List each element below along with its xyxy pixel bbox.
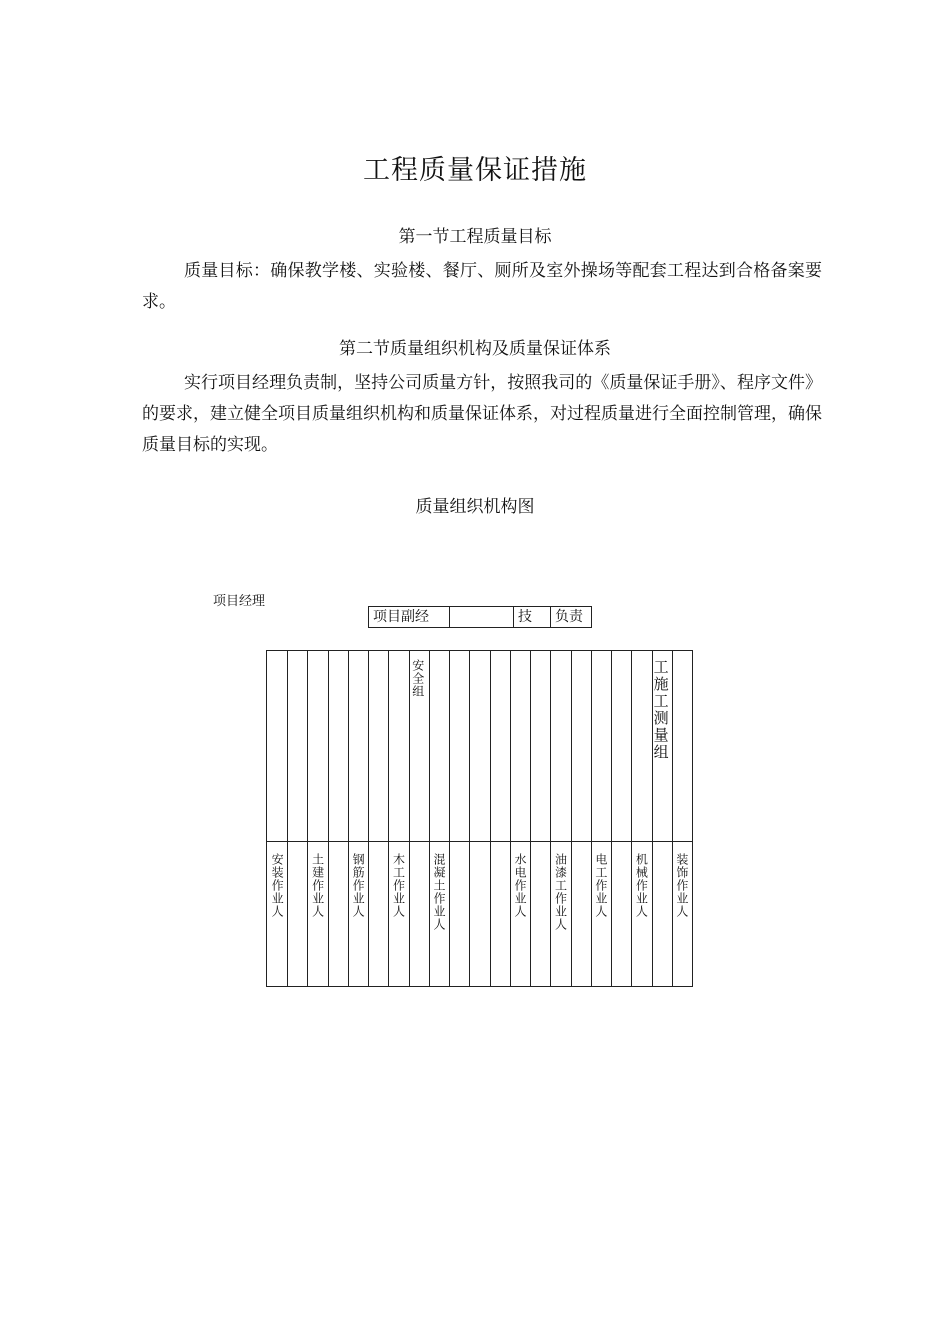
org-column-line: [328, 651, 329, 986]
org-team-label: 机械作业人: [634, 853, 649, 918]
org-team-label: 电工作业人: [593, 853, 608, 918]
org-column-line: [611, 651, 612, 986]
project-manager-label: 项目经理: [213, 594, 266, 609]
org-group-label: 安全组: [410, 659, 425, 698]
org-team-label: 安装作业人: [270, 853, 285, 918]
org-column-line: [591, 651, 592, 986]
org-group-label: 工施工测量组: [651, 659, 670, 761]
org-divider: [267, 841, 692, 842]
org-column-line: [571, 651, 572, 986]
org-column-line: [429, 651, 430, 986]
org-team-label: 水电作业人: [512, 853, 527, 918]
org-column-line: [307, 651, 308, 986]
org-team-label: 装饰作业人: [674, 853, 689, 918]
org-column-line: [530, 651, 531, 986]
deputy-box-cell: 负责: [555, 609, 583, 625]
org-column-line: [550, 651, 551, 986]
org-column-line: [388, 651, 389, 986]
section2-paragraph: 实行项目经理负责制，坚持公司质量方针，按照我司的《质量保证手册》、程序文件》的要求，建立健全项目质量组织机构和质量保证体系，对过程质量进行全面控制管理，确保质量目标的实现。: [142, 373, 822, 455]
org-column-line: [348, 651, 349, 986]
section1-paragraph: 质量目标：确保教学楼、实验楼、餐厅、厕所及室外操场等配套工程达到合格备案要求。: [142, 261, 822, 312]
section1-heading: 第一节工程质量目标: [398, 227, 552, 247]
org-column-line: [490, 651, 491, 986]
org-team-label: 钢筋作业人: [351, 853, 366, 918]
org-column-line: [449, 651, 450, 986]
org-column-line: [469, 651, 470, 986]
org-column-line: [672, 651, 673, 986]
deputy-box-cell: 技: [514, 607, 551, 627]
org-chart-caption: 质量组织机构图: [415, 497, 535, 517]
org-team-label: 油漆工作业人: [553, 853, 568, 931]
deputy-manager-box: [368, 606, 592, 628]
org-column-line: [368, 651, 369, 986]
org-column-line: [409, 651, 410, 986]
org-column-line: [287, 651, 288, 986]
org-team-label: 混凝土作业人: [432, 853, 447, 931]
page-title: 工程质量保证措施: [363, 155, 587, 186]
org-team-label: 木工作业人: [391, 853, 406, 918]
deputy-box-cell: [450, 607, 514, 627]
deputy-box-cell: 项目副经: [369, 607, 450, 627]
org-column-line: [510, 651, 511, 986]
org-team-label: 土建作业人: [310, 853, 325, 918]
org-column-line: [631, 651, 632, 986]
section2-heading: 第二节质量组织机构及质量保证体系: [339, 339, 611, 359]
org-chart-table: [266, 650, 693, 987]
